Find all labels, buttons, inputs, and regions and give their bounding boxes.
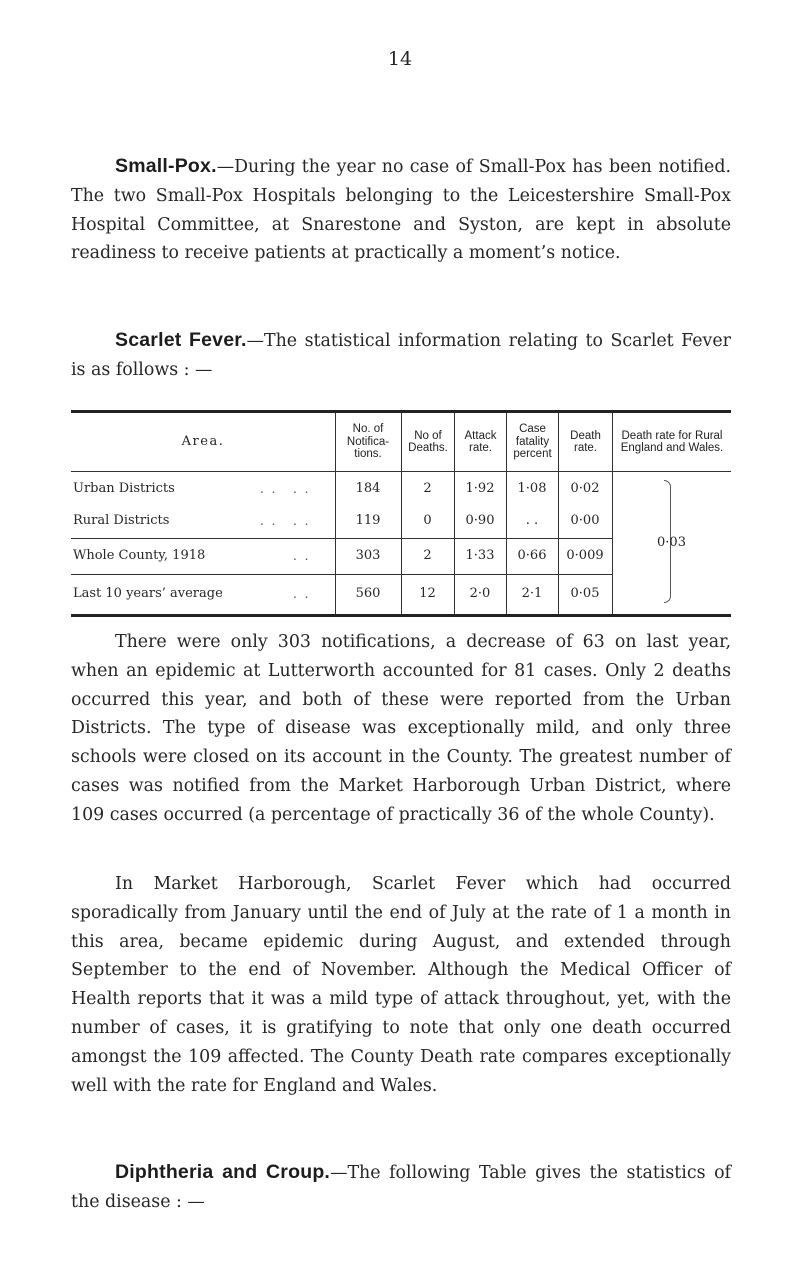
header-area: Area. [181, 433, 225, 449]
cell-case-fatality: 1·08 [517, 481, 547, 496]
cell-deaths: 12 [419, 586, 436, 601]
row-label-ten-year-average: Last 10 years’ average [73, 586, 223, 601]
smallpox-paragraph [71, 152, 731, 268]
cell-attack-rate: 1·92 [465, 481, 495, 496]
row-leader-dots: . . [293, 482, 311, 496]
cell-case-fatality: 0·66 [517, 548, 547, 563]
cell-attack-rate: 1·33 [465, 548, 495, 563]
row-leader-dots: . . [293, 549, 311, 563]
row-leader-dots: . . [293, 587, 311, 601]
cell-case-fatality: 2·1 [521, 586, 543, 601]
cell-deaths: 2 [423, 481, 432, 496]
cell-death-rate: 0·02 [570, 481, 600, 496]
row-label-whole-county: Whole County, 1918 [73, 548, 206, 563]
row-label-rural: Rural Districts [73, 513, 170, 528]
scarlet-heading: Scarlet Fever. [115, 329, 247, 351]
header-rural-death-rate: Death rate for Rural England and Wales. [620, 429, 724, 454]
cell-death-rate: 0·05 [570, 586, 600, 601]
header-deaths: No of Deaths. [408, 429, 448, 454]
row-leader-dots: . . [293, 514, 311, 528]
header-case-fatality: Case fatality percent [513, 423, 552, 461]
header-notifications: No. of Notifica- tions. [346, 423, 390, 461]
column-divider [612, 413, 613, 614]
cell-notifications: 303 [355, 548, 381, 563]
row-leader-dots: . . [260, 482, 278, 496]
cell-attack-rate: 0·90 [465, 513, 495, 528]
cell-death-rate: 0·00 [570, 513, 600, 528]
smallpox-text: —During the year no case of Small-Pox has been notified. The two Small-Pox Hospitals belonging to the Leicestershire Small-Pox Hospital Committee, at Snarestone and Syston, are kept in absolute readiness to receive patients at practically a moment’s notice. [71, 157, 731, 264]
scarlet-intro-paragraph [71, 326, 731, 385]
cell-notifications: 184 [355, 481, 381, 496]
header-death-rate: Death rate. [570, 429, 601, 454]
header-divider [71, 471, 731, 472]
cell-notifications: 119 [355, 513, 381, 528]
smallpox-heading: Small-Pox. [115, 155, 217, 177]
scarlet-fever-table [71, 410, 731, 617]
scarlet-paragraph-2: In Market Harborough, Scarlet Fever which had occurred sporadically from January until the end of July at the rate of 1 a month in this area, became epidemic during August, and extended through September to the end of November. Although the Medical Officer of Health reports that it was a mild type of attack throughout, yet, with the number of cases, it is gratifying to note that only one death occurred amongst the 109 affected. The County Death rate compares exceptionally well with the rate for England and Wales. [71, 874, 731, 1096]
scarlet-paragraph-1: There were only 303 notifications, a decrease of 63 on last year, when an epidemic at Lutterworth accounted for 81 cases. Only 2 deaths occurred this year, and both of these were reported from the Urban Districts. The type of disease was exceptionally mild, and only three schools were closed on its account in the County. The greatest number of cases was notified from the Market Harborough Urban District, where 109 cases occurred (a percentage of practically 36 of the whole County). [71, 632, 731, 825]
scarlet-intro-text: —The statistical information relating to Scarlet Fever is as follows : — [71, 331, 731, 380]
diphtheria-paragraph [71, 1158, 731, 1217]
row-label-urban: Urban Districts [73, 481, 175, 496]
row-leader-dots: . . [260, 514, 278, 528]
cell-case-fatality: . . [525, 513, 539, 528]
cell-attack-rate: 2·0 [469, 586, 491, 601]
cell-death-rate: 0·009 [566, 548, 604, 563]
cell-rural-england-rate: 0·03 [657, 535, 686, 550]
row-divider [71, 574, 612, 575]
cell-notifications: 560 [355, 586, 381, 601]
cell-deaths: 0 [423, 513, 432, 528]
diphtheria-text: —The following Table gives the statistics of the disease : — [71, 1163, 731, 1212]
table-bottom-rule [71, 614, 731, 617]
diphtheria-heading: Diphtheria and Croup. [115, 1161, 331, 1183]
row-divider [71, 538, 612, 539]
page-number: 14 [387, 48, 413, 70]
cell-deaths: 2 [423, 548, 432, 563]
header-attack-rate: Attack rate. [464, 429, 497, 454]
